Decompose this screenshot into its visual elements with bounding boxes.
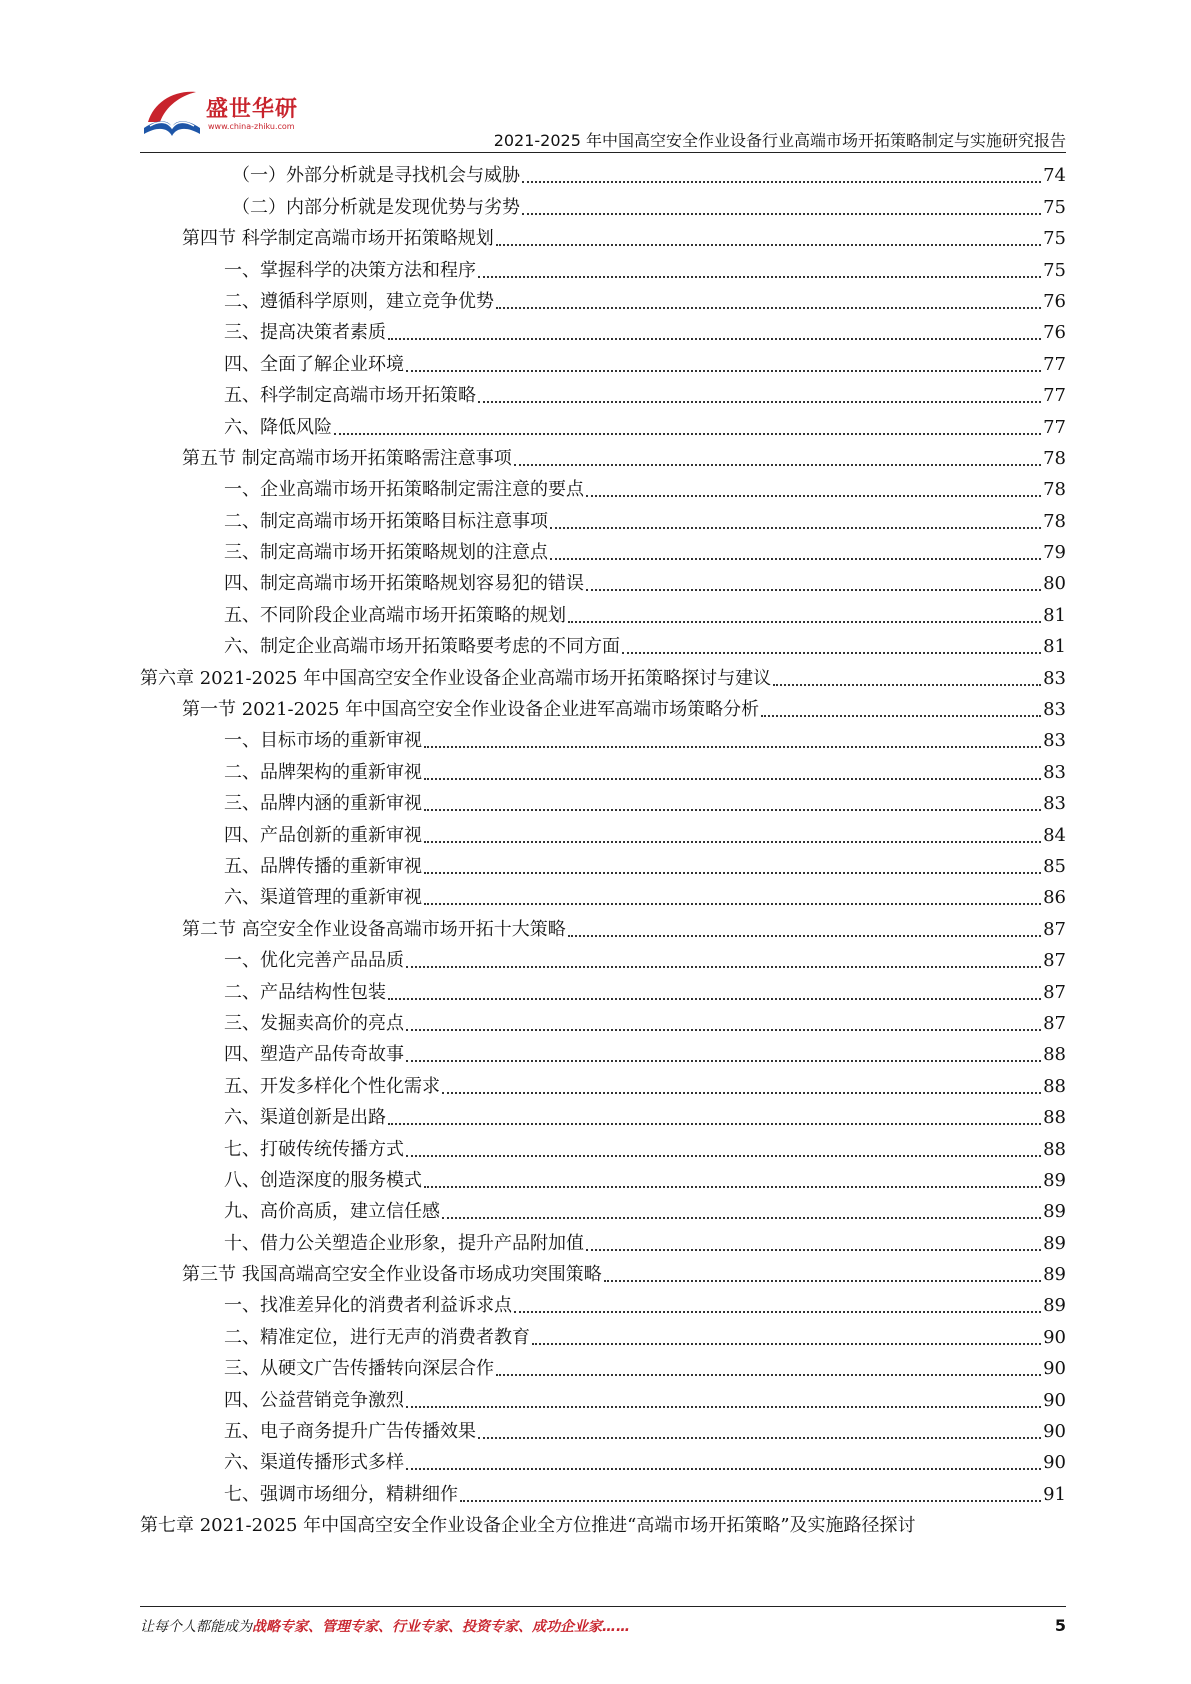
toc-dot-leader [442,1092,1041,1094]
toc-entry-title: 四、公益营销竞争激烈 [224,1389,404,1411]
toc-entry[interactable] [140,631,1066,662]
toc-dot-leader [568,621,1041,623]
toc-entry-page: 90 [1043,1421,1066,1443]
toc-dot-leader [424,903,1041,905]
toc-dot-leader [522,213,1041,215]
toc-entry-title: 六、渠道传播形式多样 [224,1452,404,1474]
toc-entry-title: 二、制定高端市场开拓策略目标注意事项 [224,510,548,532]
toc-entry-title: 一、企业高端市场开拓策略制定需注意的要点 [224,479,584,501]
toc-entry[interactable] [140,851,1066,882]
toc-entry[interactable] [140,1290,1066,1321]
toc-dot-leader [424,872,1041,874]
toc-entry[interactable] [140,599,1066,630]
toc-entry-page: 89 [1043,1201,1066,1223]
toc-entry[interactable] [140,348,1066,379]
toc-entry-title: 六、渠道创新是出路 [224,1107,386,1129]
toc-entry-page: 83 [1043,793,1066,815]
toc-dot-leader [424,1186,1041,1188]
toc-entry[interactable] [140,1321,1066,1352]
toc-entry-page: 88 [1043,1075,1066,1097]
toc-entry-page: 91 [1043,1483,1066,1505]
toc-entry-title: 第五节 制定高端市场开拓策略需注意事项 [182,447,512,469]
toc-entry[interactable] [140,976,1066,1007]
toc-entry[interactable] [140,1510,1066,1541]
toc-entry-page: 89 [1043,1295,1066,1317]
toc-entry[interactable] [140,505,1066,536]
toc-entry[interactable] [140,913,1066,944]
header-divider [140,152,1066,153]
toc-entry-page: 75 [1043,259,1066,281]
toc-dot-leader [406,1155,1041,1157]
toc-entry[interactable] [140,254,1066,285]
toc-dot-leader [550,558,1041,560]
toc-entry[interactable] [140,1384,1066,1415]
footer-slogan-prefix: 让每个人都能成为 [140,1619,252,1635]
toc-entry[interactable] [140,1070,1066,1101]
table-of-contents [140,160,1066,1541]
toc-entry-title: （二）内部分析就是发现优势与劣势 [232,196,520,218]
toc-entry-title: 六、渠道管理的重新审视 [224,887,422,909]
toc-entry-title: 第七章 2021-2025 年中国高空安全作业设备企业全方位推进“高端市场开拓策略”及实施路径探讨 [140,1515,916,1537]
toc-entry[interactable] [140,1353,1066,1384]
toc-entry-page: 86 [1043,887,1066,909]
toc-entry-title: 三、品牌内涵的重新审视 [224,793,422,815]
toc-entry-title: 三、制定高端市场开拓策略规划的注意点 [224,542,548,564]
toc-dot-leader [388,1123,1041,1125]
toc-entry-page: 81 [1043,604,1066,626]
toc-entry[interactable] [140,819,1066,850]
toc-entry[interactable] [140,223,1066,254]
toc-entry-title: 第二节 高空安全作业设备高端市场开拓十大策略 [182,918,566,940]
toc-entry-title: 第三节 我国高端高空安全作业设备市场成功突围策略 [182,1264,602,1286]
toc-dot-leader [586,1249,1041,1251]
toc-entry-title: 五、电子商务提升广告传播效果 [224,1421,476,1443]
toc-entry-page: 88 [1043,1107,1066,1129]
toc-entry[interactable] [140,191,1066,222]
toc-entry[interactable] [140,411,1066,442]
toc-entry[interactable] [140,1416,1066,1447]
toc-entry-title: 十、借力公关塑造企业形象，提升产品附加值 [224,1232,584,1254]
logo-name: 盛世华研 [206,97,299,122]
document-title: 2021-2025 年中国高空安全作业设备行业高端市场开拓策略制定与实施研究报告 [493,131,1066,150]
toc-entry-page: 87 [1043,1012,1066,1034]
toc-entry-page: 83 [1043,667,1066,689]
toc-dot-leader [514,1311,1041,1313]
toc-entry-title: 五、开发多样化个性化需求 [224,1075,440,1097]
toc-entry-title: 第六章 2021-2025 年中国高空安全作业设备企业高端市场开拓策略探讨与建议 [140,667,772,689]
toc-dot-leader [406,1406,1041,1408]
toc-entry[interactable] [140,1196,1066,1227]
toc-dot-leader [496,1374,1041,1376]
toc-entry-page: 89 [1043,1169,1066,1191]
toc-dot-leader [442,1217,1041,1219]
toc-entry[interactable] [140,1165,1066,1196]
toc-entry-page: 79 [1043,542,1066,564]
toc-entry[interactable] [140,1102,1066,1133]
toc-dot-leader [334,433,1041,435]
toc-entry-page: 83 [1043,699,1066,721]
toc-entry-title: 一、优化完善产品品质 [224,950,404,972]
toc-entry-page: 78 [1043,447,1066,469]
toc-entry[interactable] [140,1039,1066,1070]
toc-entry-title: 二、精准定位，进行无声的消费者教育 [224,1326,530,1348]
toc-entry-page: 89 [1043,1264,1066,1286]
toc-entry-title: 八、创造深度的服务模式 [224,1169,422,1191]
toc-entry[interactable] [140,945,1066,976]
toc-dot-leader [514,464,1041,466]
toc-entry[interactable] [140,443,1066,474]
toc-entry-title: 三、提高决策者素质 [224,322,386,344]
toc-entry-title: 七、打破传统传播方式 [224,1138,404,1160]
toc-entry[interactable] [140,537,1066,568]
toc-entry-title: 四、塑造产品传奇故事 [224,1044,404,1066]
toc-entry-title: 四、制定高端市场开拓策略规划容易犯的错误 [224,573,584,595]
toc-entry-title: 二、产品结构性包装 [224,981,386,1003]
toc-dot-leader [424,841,1041,843]
toc-entry-title: 第四节 科学制定高端市场开拓策略规划 [182,228,494,250]
toc-dot-leader [478,1437,1041,1439]
toc-dot-leader [761,715,1041,717]
toc-entry-page: 77 [1043,385,1066,407]
toc-entry-title: 第一节 2021-2025 年中国高空安全作业设备企业进军高端市场策略分析 [182,699,760,721]
toc-dot-leader [478,276,1041,278]
toc-entry[interactable] [140,788,1066,819]
toc-entry-title: （一）外部分析就是寻找机会与威胁 [232,165,520,187]
toc-entry-title: 一、目标市场的重新审视 [224,730,422,752]
toc-entry-page: 89 [1043,1232,1066,1254]
toc-entry-page: 80 [1043,573,1066,595]
toc-dot-leader [773,684,1041,686]
toc-entry-page: 87 [1043,950,1066,972]
toc-entry[interactable] [140,1008,1066,1039]
toc-entry[interactable] [140,568,1066,599]
toc-entry-page: 74 [1043,165,1066,187]
toc-entry-title: 九、高价高质，建立信任感 [224,1201,440,1223]
toc-entry-title: 二、遵循科学原则，建立竞争优势 [224,290,494,312]
toc-entry[interactable] [140,1478,1066,1509]
toc-entry-page: 90 [1043,1326,1066,1348]
toc-entry[interactable] [140,286,1066,317]
toc-entry-page: 90 [1043,1358,1066,1380]
toc-entry-page: 77 [1043,416,1066,438]
toc-entry-page: 83 [1043,761,1066,783]
toc-dot-leader [424,809,1041,811]
toc-dot-leader [586,495,1041,497]
toc-entry-title: 六、制定企业高端市场开拓策略要考虑的不同方面 [224,636,620,658]
toc-dot-leader [522,181,1041,183]
toc-entry-page: 78 [1043,479,1066,501]
toc-dot-leader [496,244,1041,246]
toc-entry-page: 84 [1043,824,1066,846]
toc-entry-title: 六、降低风险 [224,416,332,438]
toc-entry[interactable] [140,882,1066,913]
toc-entry-title: 四、全面了解企业环境 [224,353,404,375]
toc-entry-title: 一、找准差异化的消费者利益诉求点 [224,1295,512,1317]
toc-dot-leader [460,1500,1041,1502]
toc-entry-title: 七、强调市场细分，精耕细作 [224,1483,458,1505]
toc-dot-leader [604,1280,1041,1282]
toc-entry-page: 88 [1043,1138,1066,1160]
toc-dot-leader [406,1468,1041,1470]
toc-dot-leader [586,589,1041,591]
toc-entry[interactable] [140,1259,1066,1290]
toc-entry-page: 77 [1043,353,1066,375]
toc-dot-leader [388,998,1041,1000]
page-header [140,78,1066,152]
toc-entry[interactable] [140,1447,1066,1478]
toc-entry-title: 三、发掘卖高价的亮点 [224,1012,404,1034]
toc-dot-leader [388,338,1041,340]
toc-entry[interactable] [140,317,1066,348]
toc-entry[interactable] [140,662,1066,693]
logo [140,78,310,150]
toc-entry[interactable] [140,160,1066,191]
toc-entry-title: 四、产品创新的重新审视 [224,824,422,846]
toc-entry-page: 88 [1043,1044,1066,1066]
page-number: 5 [1054,1616,1066,1635]
toc-dot-leader [406,966,1041,968]
toc-entry[interactable] [140,474,1066,505]
toc-entry-title: 一、掌握科学的决策方法和程序 [224,259,476,281]
toc-dot-leader [406,1029,1041,1031]
toc-entry-page: 76 [1043,322,1066,344]
toc-dot-leader [496,307,1041,309]
toc-dot-leader [424,746,1041,748]
toc-dot-leader [478,401,1041,403]
toc-entry-title: 五、品牌传播的重新审视 [224,855,422,877]
page-footer [140,1616,1066,1640]
toc-entry-page: 85 [1043,855,1066,877]
toc-entry-page: 90 [1043,1452,1066,1474]
toc-dot-leader [532,1343,1041,1345]
toc-entry[interactable] [140,756,1066,787]
toc-entry-page: 87 [1043,918,1066,940]
toc-entry[interactable] [140,380,1066,411]
toc-entry-title: 五、科学制定高端市场开拓策略 [224,385,476,407]
toc-entry-page: 78 [1043,510,1066,532]
toc-dot-leader [406,370,1041,372]
toc-entry[interactable] [140,694,1066,725]
logo-url: www.china-zhiku.com [208,122,295,131]
toc-entry-page: 90 [1043,1389,1066,1411]
toc-dot-leader [568,935,1041,937]
toc-entry[interactable] [140,725,1066,756]
toc-entry-page: 87 [1043,981,1066,1003]
footer-slogan-roles: 战略专家、管理专家、行业专家、投资专家、成功企业家…… [252,1619,630,1635]
toc-entry-page: 83 [1043,730,1066,752]
toc-entry-page: 81 [1043,636,1066,658]
toc-entry-title: 五、不同阶段企业高端市场开拓策略的规划 [224,604,566,626]
toc-entry-page: 75 [1043,196,1066,218]
footer-divider [140,1606,1066,1607]
toc-entry[interactable] [140,1227,1066,1258]
toc-entry-page: 75 [1043,228,1066,250]
toc-dot-leader [622,652,1041,654]
toc-entry-title: 三、从硬文广告传播转向深层合作 [224,1358,494,1380]
toc-entry-title: 二、品牌架构的重新审视 [224,761,422,783]
logo-book-icon [140,82,204,146]
toc-entry-page: 76 [1043,290,1066,312]
toc-entry[interactable] [140,1133,1066,1164]
toc-dot-leader [406,1060,1041,1062]
toc-dot-leader [550,527,1041,529]
toc-dot-leader [424,778,1041,780]
